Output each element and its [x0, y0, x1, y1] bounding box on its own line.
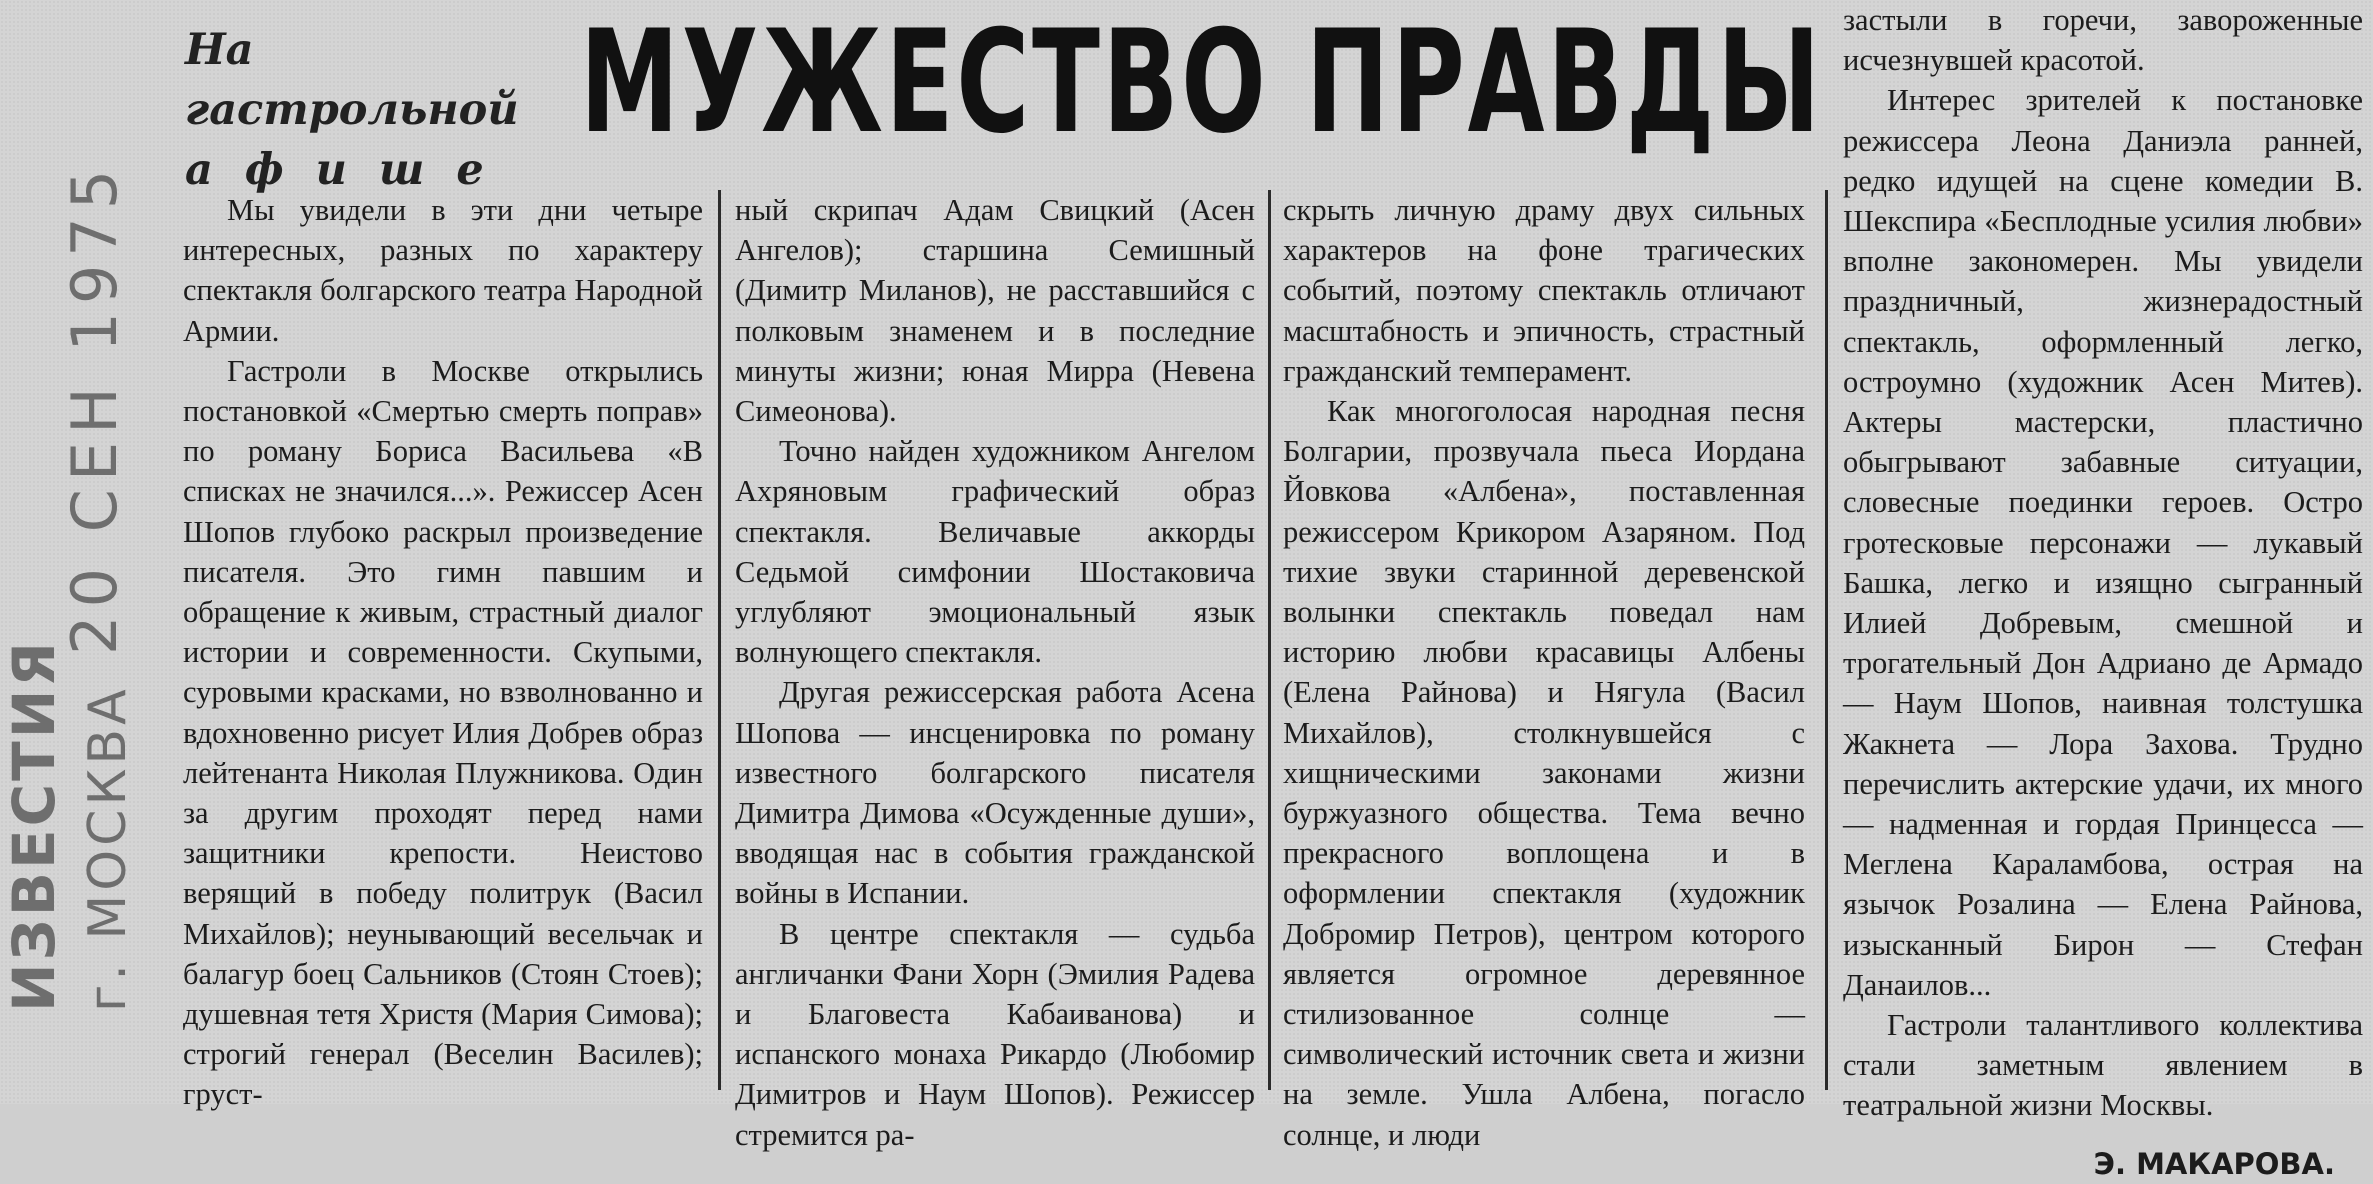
newspaper-name-stamp: ИЗВЕСТИЯ: [0, 639, 68, 1012]
rubric-line-1: На гастрольной: [185, 25, 519, 135]
column-divider: [1825, 190, 1828, 1090]
city-stamp: г. МОСКВА: [78, 685, 138, 1012]
paragraph: Гастроли в Москве открылись постановкой «Смертью смерть поправ» по роману Бориса Васильева «В списках не значился...». Режиссер Асен Шопов глубоко раскрыл произведение писателя. Это гимн павшим и обращение к живым, страстный диалог истории и современности. Скупыми, суровыми красками, но взволнованно и вдохновенно рисует Илия Добрев образ лейтенанта Николая Плужникова. Один за другим проходят перед нами защитники крепости. Неистово верящий в победу политрук (Васил Михайлов); неунывающий весельчак и балагур боец Сальников (Стоян Стоев); душевная тетя Христя (Мария Симова); строгий генерал (Веселин Василев); груст-: [183, 353, 703, 1112]
article-column-2: [735, 190, 1255, 1155]
paragraph: В центре спектакля — судьба англичанки Фани Хорн (Эмилия Радева и Благовеста Кабаиванова) и испанского монаха Рикардо (Любомир Димитров и Наум Шопов). Режиссер стремится ра-: [735, 916, 1255, 1152]
article-column-1: [183, 190, 703, 1115]
paragraph: Интерес зрителей к постановке режиссера Леона Даниэла ранней, редко идущей на сцене комедии В. Шекспира «Бесплодные усилия любви» вполне закономерен. Мы увидели праздничный, жизнерадостный спектакль, оформленный легко, остроумно (художник Асен Митев). Актеры мастерски, пластично обыгрывают забавные ситуации, словесные поединки героев. Остро гротесковые персонажи — лукавый Башка, легко и изящно сыгранный Илией Добревым, смешной и трогательный Дон Адриано де Армадо — Наум Шопов, наивная толстушка Жакнета — Лора Захова. Трудно перечислить актерские удачи, их много — надменная и гордая Принцесса — Меглена Караламбова, острая на язычок Розалина — Елена Райнова, изысканный Бирон — Стефан Данаилов...: [1843, 83, 2363, 1002]
author-signature: Э. МАКАРОВА.: [2093, 1146, 2335, 1181]
paragraph: Как многоголосая народная песня Болгарии, прозвучала пьеса Иордана Йовкова «Албена», поставленная режиссером Крикором Азаряном. Под тихие звуки старинной деревенской волынки спектакль поведал нам историю любви красавицы Албены (Елена Райнова) и Нягула (Васил Михайлов), столкнувшейся с хищническими законами жизни буржуазного общества. Тема вечно прекрасного воплощена и в оформлении спектакля (художник Добромир Петров), центром которого является огромное деревянное стилизованное солнце — символический источник света и жизни на земле. Ушла Албена, погасло солнце, и люди: [1283, 394, 1805, 1152]
date-stamp: 20 СЕН 1975: [58, 161, 131, 655]
paragraph: ный скрипач Адам Свицкий (Асен Ангелов); старшина Семишный (Димитр Миланов), не расставшийся с полковым знаменем и в последние минуты жизни; юная Мирра (Невена Симеонова).: [735, 193, 1255, 429]
article-column-4: [1843, 0, 2363, 1184]
paragraph: скрыть личную драму двух сильных характеров на фоне трагических событий, поэтому спектакль отличают масштабность и эпичность, страстный гражданский темперамент.: [1283, 193, 1805, 388]
paragraph: Мы увидели в эти дни четыре интересных, разных по характеру спектакля болгарского театра Народной Армии.: [183, 193, 703, 348]
article-column-3: [1283, 190, 1805, 1155]
paragraph: Гастроли талантливого коллектива стали заметным явлением в театральной жизни Москвы.: [1843, 1008, 2363, 1123]
paragraph: застыли в горечи, завороженные исчезнувшей красотой.: [1843, 3, 2363, 78]
rubric-heading: [185, 20, 545, 200]
article-headline: МУЖЕСТВО ПРАВДЫ: [580, 0, 1824, 165]
rubric-line-2: афише: [185, 145, 516, 195]
paragraph: Точно найден художником Ангелом Ахряновым графический образ спектакля. Величавые аккорды Седьмой симфонии Шостаковича углубляют эмоциональный язык волнующего спектакля.: [735, 434, 1255, 670]
column-divider: [1268, 190, 1271, 1090]
paragraph: Другая режиссерская работа Асена Шопова — инсценировка по роману известного болгарского писателя Димитра Димова «Осужденные души», вводящая нас в события гражданской войны в Испании.: [735, 675, 1255, 911]
column-divider: [718, 190, 721, 1090]
